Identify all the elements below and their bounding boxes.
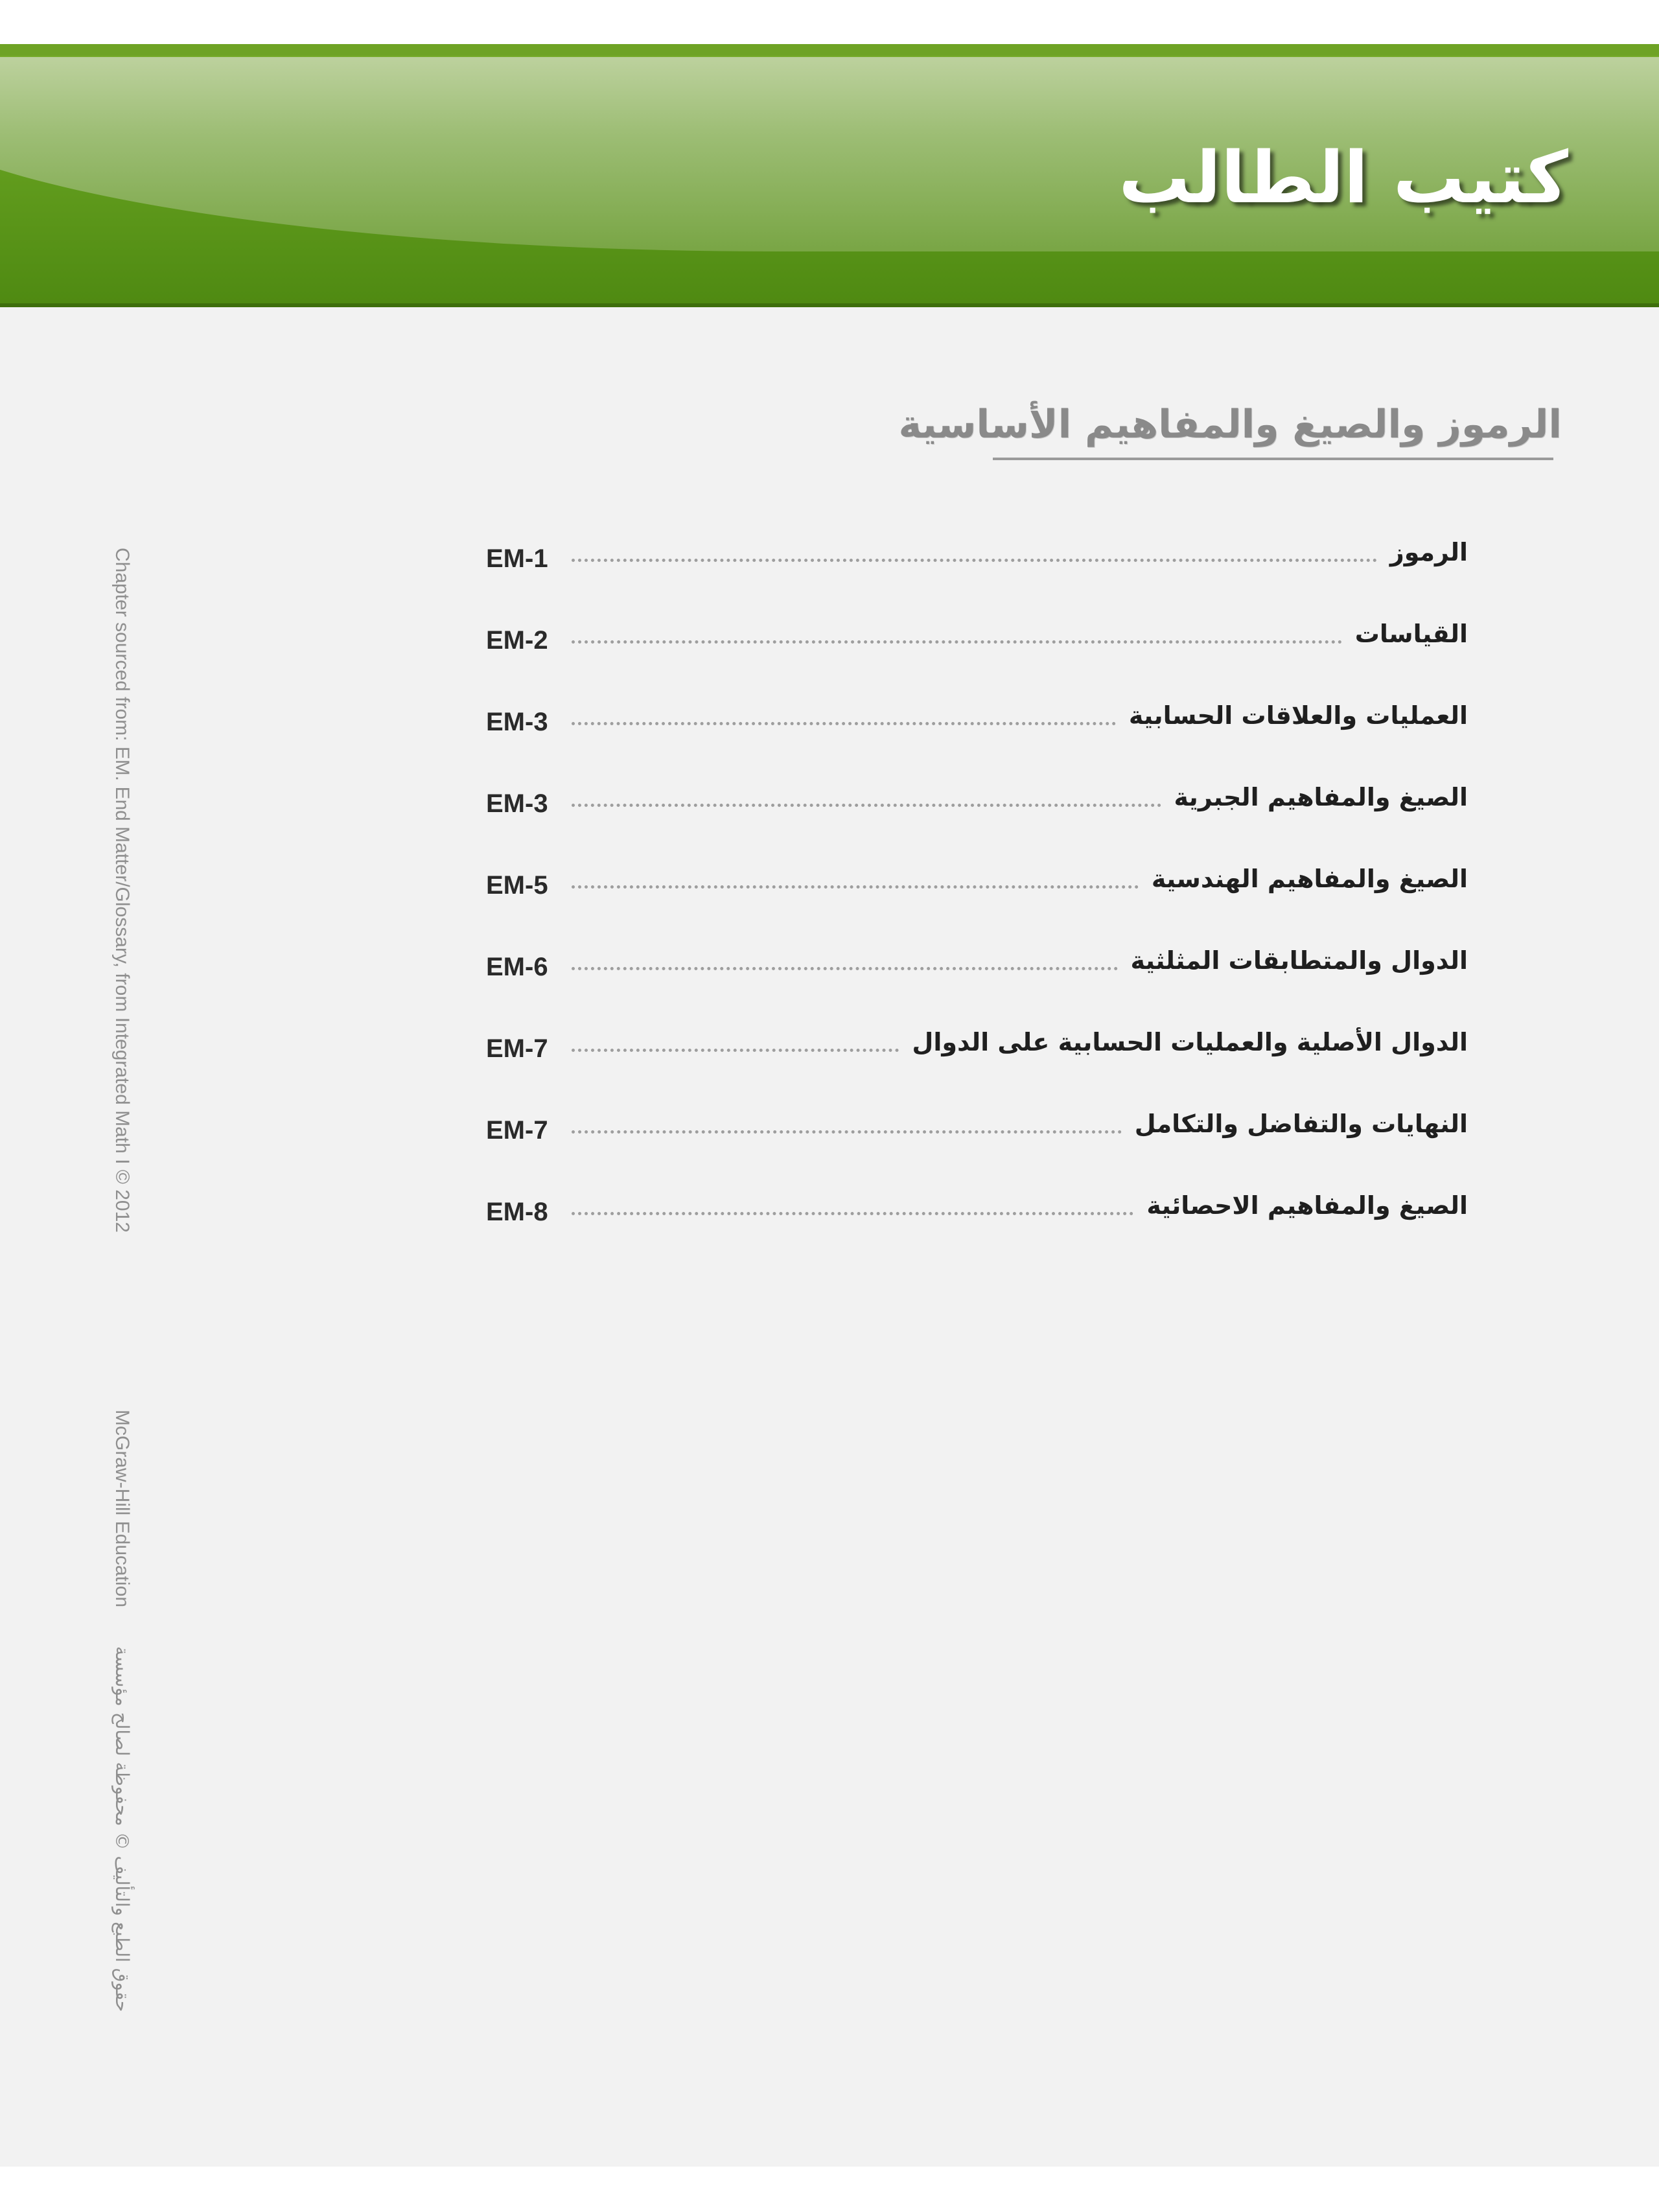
toc-entry-page: EM-3 xyxy=(486,708,548,736)
toc-entry-label: الدوال والمتطابقات المثلثية xyxy=(1130,946,1468,975)
toc-entry-page: EM-3 xyxy=(486,789,548,818)
toc-leader-dots xyxy=(572,555,1377,562)
toc-entry-statistics[interactable] xyxy=(486,1191,1468,1273)
bottom-margin xyxy=(0,2167,1659,2212)
toc-entry-label: الدوال الأصلية والعمليات الحسابية على الدوال xyxy=(912,1028,1468,1056)
toc-entry-page: EM-5 xyxy=(486,871,548,900)
toc-leader-dots xyxy=(572,881,1139,889)
toc-leader-dots xyxy=(572,1045,899,1052)
toc-entry-operations[interactable] xyxy=(486,701,1468,783)
toc-entry-label: الصيغ والمفاهيم الاحصائية xyxy=(1146,1191,1468,1220)
section-heading: الرموز والصيغ والمفاهيم الأساسية xyxy=(898,402,1562,447)
toc-entry-label: الرموز xyxy=(1389,538,1468,566)
toc-entry-calculus[interactable] xyxy=(486,1110,1468,1191)
toc-entry-page: EM-7 xyxy=(486,1034,548,1063)
toc-entry-label: الصيغ والمفاهيم الجبرية xyxy=(1174,783,1468,811)
top-margin xyxy=(0,0,1659,44)
copyright-notice: حقوق الطبع والتأليف © محفوظة لصالح مؤسسة xyxy=(111,1646,133,2012)
toc-leader-dots xyxy=(572,800,1161,807)
table-of-contents xyxy=(486,538,1468,1273)
toc-entry-symbols[interactable] xyxy=(486,538,1468,620)
section-heading-underline xyxy=(993,458,1553,460)
toc-entry-algebra[interactable] xyxy=(486,783,1468,865)
toc-entry-label: الصيغ والمفاهيم الهندسية xyxy=(1151,865,1468,893)
toc-leader-dots xyxy=(572,1126,1122,1134)
toc-entry-label: العمليات والعلاقات الحسابية xyxy=(1128,701,1468,730)
toc-entry-label: القياسات xyxy=(1354,620,1468,648)
toc-entry-page: EM-1 xyxy=(486,544,548,573)
toc-leader-dots xyxy=(572,636,1342,644)
toc-entry-geometry[interactable] xyxy=(486,865,1468,946)
toc-entry-measurements[interactable] xyxy=(486,620,1468,701)
banner-top-stripe xyxy=(0,44,1659,56)
toc-entry-page: EM-7 xyxy=(486,1116,548,1145)
toc-leader-dots xyxy=(572,1208,1133,1215)
toc-entry-label: النهايات والتفاضل والتكامل xyxy=(1134,1110,1468,1138)
page-title: كتيب الطالب xyxy=(1119,136,1568,219)
toc-entry-page: EM-6 xyxy=(486,953,548,981)
publisher-credit: McGraw-Hill Education xyxy=(111,1410,133,1608)
toc-leader-dots xyxy=(572,718,1116,725)
toc-leader-dots xyxy=(572,963,1118,970)
toc-entry-page: EM-2 xyxy=(486,626,548,655)
toc-entry-functions[interactable] xyxy=(486,1028,1468,1110)
toc-entry-page: EM-8 xyxy=(486,1198,548,1226)
toc-entry-trigonometry[interactable] xyxy=(486,946,1468,1028)
source-credit: Chapter sourced from: EM. End Matter/Glossary, from Integrated Math I © 2012 xyxy=(111,548,133,1233)
